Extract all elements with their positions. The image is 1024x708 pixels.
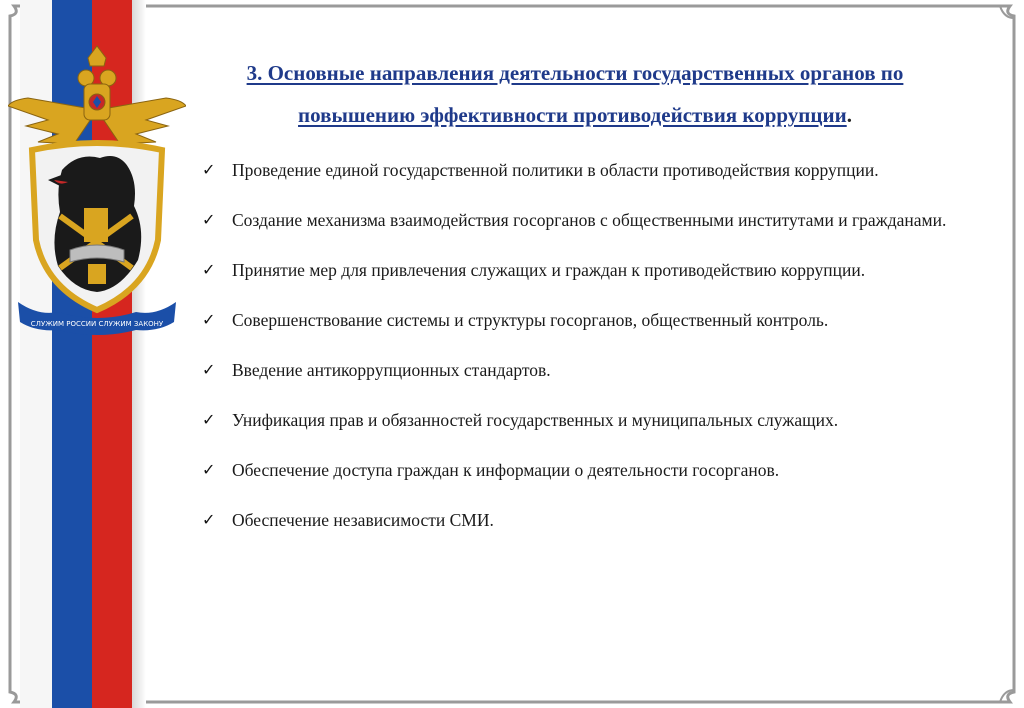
list-item <box>200 258 990 282</box>
list-item <box>200 208 990 232</box>
check-icon: ✓ <box>202 460 216 479</box>
check-icon: ✓ <box>202 260 216 279</box>
title-line-2: повышению эффективности противодействия коррупции <box>298 103 847 127</box>
list-item <box>200 308 990 332</box>
list-item-text: Обеспечение независимости СМИ. <box>232 510 494 530</box>
emblem-ribbon-text: СЛУЖИМ РОССИИ СЛУЖИМ ЗАКОНУ <box>30 320 164 328</box>
police-emblem-icon <box>8 40 186 340</box>
page-title <box>190 52 960 136</box>
list-item-text: Принятие мер для привлечения служащих и граждан к противодействию коррупции. <box>232 260 866 280</box>
check-icon: ✓ <box>202 210 216 229</box>
list-item-text: Введение антикоррупционных стандартов. <box>232 360 551 380</box>
check-icon: ✓ <box>202 410 216 429</box>
title-period: . <box>846 103 852 127</box>
title-line-1: 3. Основные направления деятельности государственных органов по <box>246 61 904 85</box>
check-icon: ✓ <box>202 160 216 179</box>
list-item <box>200 508 990 532</box>
list-item-text: Совершенствование системы и структуры госорганов, общественный контроль. <box>232 310 829 330</box>
list-item-text: Обеспечение доступа граждан к информации о деятельности госорганов. <box>232 460 780 480</box>
list-item <box>200 408 990 432</box>
check-icon: ✓ <box>202 360 216 379</box>
check-icon: ✓ <box>202 510 216 529</box>
directions-list <box>200 158 990 558</box>
check-icon: ✓ <box>202 310 216 329</box>
list-item-text: Создание механизма взаимодействия госорганов с общественными институтами и гражданами. <box>232 210 947 230</box>
list-item-text: Унификация прав и обязанностей государственных и муниципальных служащих. <box>232 410 839 430</box>
list-item <box>200 358 990 382</box>
list-item <box>200 458 990 482</box>
list-item <box>200 158 990 182</box>
list-item-text: Проведение единой государственной политики в области противодействия коррупции. <box>232 160 879 180</box>
